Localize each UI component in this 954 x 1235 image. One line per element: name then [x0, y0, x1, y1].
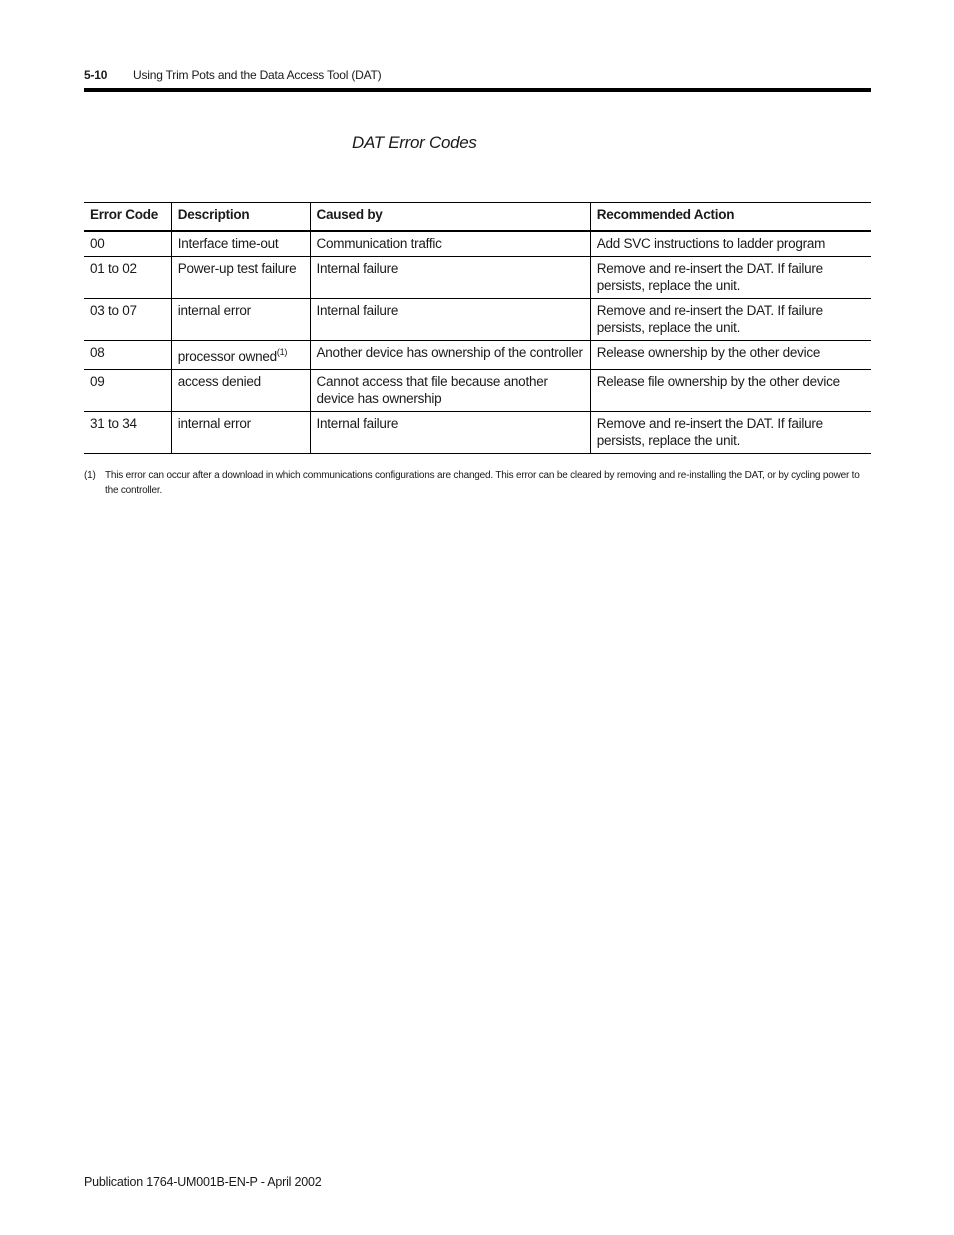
description-cell: Interface time-out — [171, 231, 310, 257]
column-header-description: Description — [171, 203, 310, 232]
action-cell: Remove and re-insert the DAT. If failure persists, replace the unit. — [590, 299, 871, 341]
error-code-cell: 00 — [84, 231, 171, 257]
column-header-error-code: Error Code — [84, 203, 171, 232]
description-text: processor owned — [177, 349, 277, 364]
action-cell: Remove and re-insert the DAT. If failure persists, replace the unit. — [590, 412, 871, 454]
page-number: 5-10 — [84, 68, 108, 82]
error-codes-table — [84, 202, 871, 454]
column-header-recommended-action: Recommended Action — [590, 203, 871, 232]
footnote — [84, 468, 871, 498]
table-row — [84, 412, 871, 454]
action-cell: Remove and re-insert the DAT. If failure persists, replace the unit. — [590, 257, 871, 299]
caused-by-cell: Cannot access that file because another device has ownership — [310, 370, 590, 412]
table-row — [84, 370, 871, 412]
table-row — [84, 257, 871, 299]
action-cell: Release ownership by the other device — [590, 341, 871, 370]
table-row — [84, 341, 871, 370]
section-title: DAT Error Codes — [352, 133, 477, 152]
table-row — [84, 299, 871, 341]
description-cell — [171, 341, 310, 370]
error-code-cell: 31 to 34 — [84, 412, 171, 454]
footnote-mark: (1) — [84, 470, 96, 481]
error-code-cell: 08 — [84, 341, 171, 370]
caused-by-cell: Another device has ownership of the controller — [310, 341, 590, 370]
chapter-title: Using Trim Pots and the Data Access Tool (DAT) — [133, 68, 382, 82]
table-row — [84, 231, 871, 257]
header-rule — [84, 88, 871, 92]
footnote-text: This error can occur after a download in which communications configurations are changed. This error can be cleared by removing and re-installing the DAT, or by cycling power to the controller. — [105, 470, 860, 496]
caused-by-cell: Communication traffic — [310, 231, 590, 257]
footnote-reference: (1) — [276, 347, 288, 357]
table-header-row — [84, 203, 871, 232]
action-cell: Release file ownership by the other device — [590, 370, 871, 412]
page-footer: Publication 1764-UM001B-EN-P - April 2002 — [84, 1175, 322, 1189]
description-cell: internal error — [171, 412, 310, 454]
error-code-cell: 09 — [84, 370, 171, 412]
caused-by-cell: Internal failure — [310, 412, 590, 454]
description-cell: internal error — [171, 299, 310, 341]
error-code-cell: 03 to 07 — [84, 299, 171, 341]
caused-by-cell: Internal failure — [310, 299, 590, 341]
error-code-cell: 01 to 02 — [84, 257, 171, 299]
description-cell: Power-up test failure — [171, 257, 310, 299]
action-cell: Add SVC instructions to ladder program — [590, 231, 871, 257]
column-header-caused-by: Caused by — [310, 203, 590, 232]
page-header — [84, 66, 871, 84]
description-cell: access denied — [171, 370, 310, 412]
caused-by-cell: Internal failure — [310, 257, 590, 299]
